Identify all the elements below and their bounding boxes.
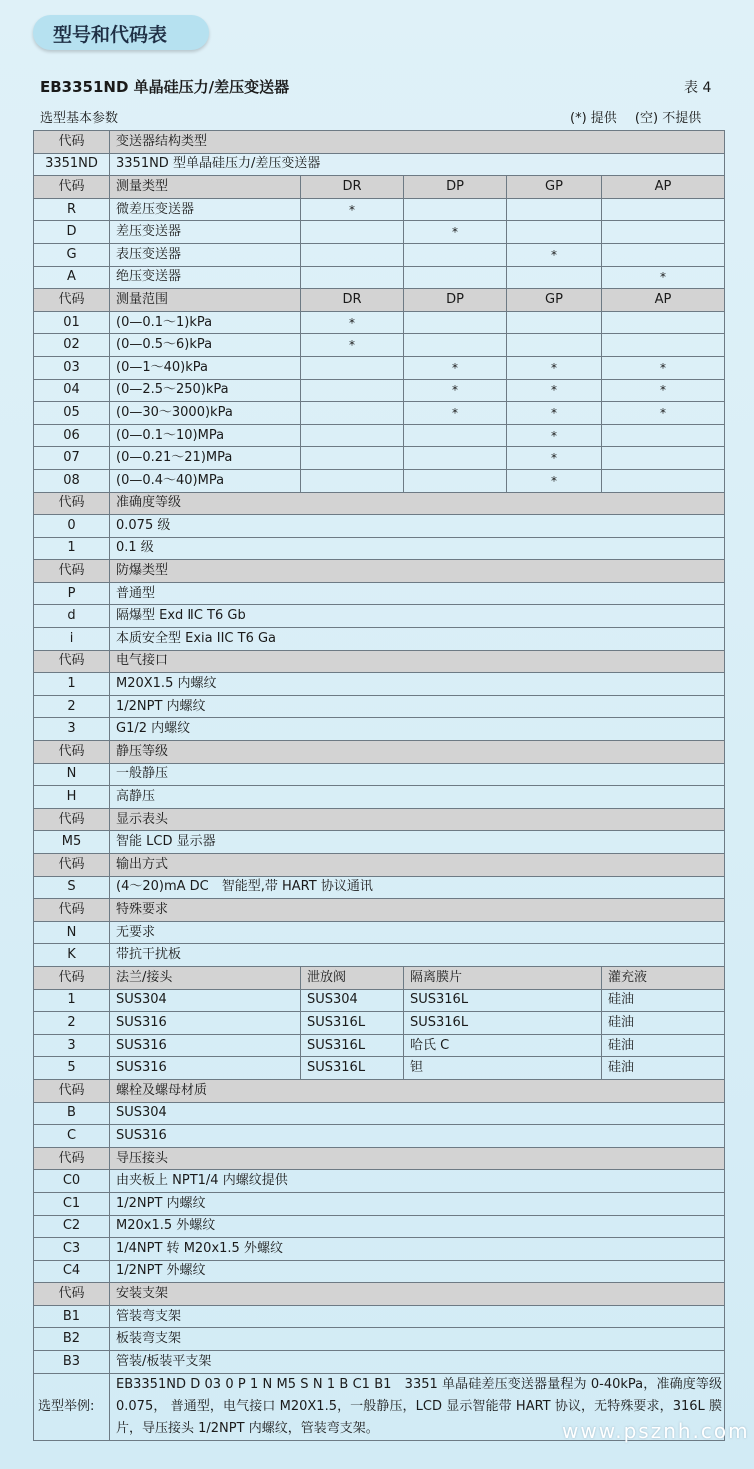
mark-gp: *	[507, 379, 602, 402]
mark-gp: *	[507, 469, 602, 492]
col-header-dr: DR	[301, 176, 404, 199]
mark-dr	[301, 243, 404, 266]
table-row	[34, 1305, 725, 1328]
option-desc: 带抗干扰板	[110, 944, 725, 967]
mark-ap	[602, 198, 725, 221]
mark-ap	[602, 221, 725, 244]
option-desc: 普通型	[110, 582, 725, 605]
option-code: B3	[34, 1351, 110, 1374]
option-desc: 差压变送器	[110, 221, 301, 244]
material-col-fill: 灌充液	[602, 966, 725, 989]
legend	[556, 107, 701, 126]
material-vent: SUS304	[301, 989, 404, 1012]
table-row	[34, 1328, 725, 1351]
option-desc: (0—0.1～10)MPa	[110, 424, 301, 447]
option-desc: 本质安全型 Exia IIC T6 Ga	[110, 628, 725, 651]
legend-provided: (*) 提供	[570, 111, 617, 126]
mark-dp	[404, 266, 507, 289]
option-code: A	[34, 266, 110, 289]
table-row	[34, 153, 725, 176]
code-label: 代码	[34, 131, 110, 154]
option-code: C3	[34, 1238, 110, 1261]
mark-dp: *	[404, 379, 507, 402]
option-code: C	[34, 1125, 110, 1148]
special-header-row	[34, 899, 725, 922]
mark-dp: *	[404, 402, 507, 425]
table-row	[34, 537, 725, 560]
option-desc: (4～20)mA DC 智能型,带 HART 协议通讯	[110, 876, 725, 899]
accuracy-header: 准确度等级	[110, 492, 725, 515]
code-label: 代码	[34, 1283, 110, 1306]
mark-ap: *	[602, 402, 725, 425]
mark-dr	[301, 402, 404, 425]
table-row	[34, 695, 725, 718]
material-fill: 硅油	[602, 1057, 725, 1080]
option-desc: M20x1.5 外螺纹	[110, 1215, 725, 1238]
option-desc: 绝压变送器	[110, 266, 301, 289]
table-row	[34, 311, 725, 334]
option-code: d	[34, 605, 110, 628]
material-flange: SUS316	[110, 1034, 301, 1057]
code-label: 代码	[34, 289, 110, 312]
material-fill: 硅油	[602, 1034, 725, 1057]
option-desc: 高静压	[110, 786, 725, 809]
option-code: M5	[34, 831, 110, 854]
table-row	[34, 1238, 725, 1261]
code-label: 代码	[34, 560, 110, 583]
option-desc: 智能 LCD 显示器	[110, 831, 725, 854]
table-row	[34, 402, 725, 425]
site-watermark: www.psznh.com	[562, 1419, 750, 1443]
static-header-row	[34, 741, 725, 764]
option-code: 0	[34, 515, 110, 538]
mark-ap: *	[602, 266, 725, 289]
mark-dr	[301, 356, 404, 379]
table-row	[34, 718, 725, 741]
option-code: B1	[34, 1305, 110, 1328]
mark-ap	[602, 424, 725, 447]
option-code: 2	[34, 695, 110, 718]
display-header: 显示表头	[110, 808, 725, 831]
mark-gp	[507, 334, 602, 357]
option-desc: 微差压变送器	[110, 198, 301, 221]
option-code: 3351ND	[34, 153, 110, 176]
mark-ap	[602, 469, 725, 492]
option-code: 1	[34, 537, 110, 560]
measure_type-header-row	[34, 176, 725, 199]
option-desc: 隔爆型 Exd ⅡC T6 Gb	[110, 605, 725, 628]
option-code: 03	[34, 356, 110, 379]
option-code: B2	[34, 1328, 110, 1351]
mark-dp: *	[404, 356, 507, 379]
section-banner	[33, 15, 209, 50]
mark-ap	[602, 447, 725, 470]
option-desc: (0—0.21～21)MPa	[110, 447, 301, 470]
option-desc: 无要求	[110, 921, 725, 944]
option-code: B	[34, 1102, 110, 1125]
code-label: 代码	[34, 741, 110, 764]
mark-dr	[301, 447, 404, 470]
col-header-gp: GP	[507, 176, 602, 199]
code-label: 代码	[34, 966, 110, 989]
col-header-ap: AP	[602, 176, 725, 199]
mark-dr	[301, 424, 404, 447]
table-row	[34, 582, 725, 605]
table-row	[34, 1102, 725, 1125]
option-code: S	[34, 876, 110, 899]
code-label: 代码	[34, 1079, 110, 1102]
option-code: R	[34, 198, 110, 221]
mark-gp	[507, 266, 602, 289]
mark-ap	[602, 334, 725, 357]
table-row	[34, 334, 725, 357]
option-code: 3	[34, 718, 110, 741]
col-header-dp: DP	[404, 176, 507, 199]
mark-dp	[404, 334, 507, 357]
option-desc: 1/2NPT 外螺纹	[110, 1260, 725, 1283]
material-fill: 硅油	[602, 989, 725, 1012]
table-row	[34, 628, 725, 651]
option-desc: 0.1 级	[110, 537, 725, 560]
option-code: 1	[34, 673, 110, 696]
code-label: 代码	[34, 176, 110, 199]
option-desc: 1/2NPT 内螺纹	[110, 695, 725, 718]
material-header-row	[34, 966, 725, 989]
conn-header: 导压接头	[110, 1147, 725, 1170]
table-row	[34, 1057, 725, 1080]
table-subtitle: 选型基本参数	[40, 111, 119, 126]
material-diaphragm: SUS316L	[404, 1012, 602, 1035]
example-label: 选型举例:	[34, 1373, 110, 1440]
option-desc: (0—0.1～1)kPa	[110, 311, 301, 334]
banner-title: 型号和代码表	[53, 24, 168, 46]
table-row	[34, 266, 725, 289]
table-row	[34, 1125, 725, 1148]
table-row	[34, 469, 725, 492]
table-row	[34, 1192, 725, 1215]
mark-gp: *	[507, 447, 602, 470]
option-desc: 1/4NPT 转 M20x1.5 外螺纹	[110, 1238, 725, 1261]
table-row	[34, 1012, 725, 1035]
table-row	[34, 831, 725, 854]
material-flange: SUS316	[110, 1057, 301, 1080]
table-number: 表 4	[684, 80, 712, 96]
material-vent: SUS316L	[301, 1012, 404, 1035]
mark-dp	[404, 198, 507, 221]
option-desc: 板装弯支架	[110, 1328, 725, 1351]
mark-dp	[404, 424, 507, 447]
option-desc: SUS304	[110, 1102, 725, 1125]
mark-dr: *	[301, 311, 404, 334]
mark-ap	[602, 311, 725, 334]
code-label: 代码	[34, 650, 110, 673]
option-code: 02	[34, 334, 110, 357]
mark-dp	[404, 469, 507, 492]
mark-dp	[404, 243, 507, 266]
option-desc: 由夹板上 NPT1/4 内螺纹提供	[110, 1170, 725, 1193]
bolt-header: 螺栓及螺母材质	[110, 1079, 725, 1102]
display-header-row	[34, 808, 725, 831]
mark-gp	[507, 221, 602, 244]
option-code: N	[34, 921, 110, 944]
option-code: 08	[34, 469, 110, 492]
option-code: 5	[34, 1057, 110, 1080]
option-code: G	[34, 243, 110, 266]
option-code: 01	[34, 311, 110, 334]
option-code: H	[34, 786, 110, 809]
option-desc: 表压变送器	[110, 243, 301, 266]
range-header: 测量范围	[110, 289, 301, 312]
option-code: 1	[34, 989, 110, 1012]
option-code: 2	[34, 1012, 110, 1035]
option-code: 05	[34, 402, 110, 425]
mark-gp: *	[507, 424, 602, 447]
code-label: 代码	[34, 808, 110, 831]
output-header-row	[34, 854, 725, 877]
table-body	[34, 131, 725, 1441]
code-label: 代码	[34, 899, 110, 922]
code-label: 代码	[34, 492, 110, 515]
option-desc: SUS316	[110, 1125, 725, 1148]
table-row	[34, 1351, 725, 1374]
mark-dp: *	[404, 221, 507, 244]
material-col-diaphragm: 隔离膜片	[404, 966, 602, 989]
structure-header-row	[34, 131, 725, 154]
accuracy-header-row	[34, 492, 725, 515]
option-desc: G1/2 内螺纹	[110, 718, 725, 741]
option-desc: (0—0.5～6)kPa	[110, 334, 301, 357]
table-row	[34, 243, 725, 266]
material-diaphragm: 哈氏 C	[404, 1034, 602, 1057]
table-row	[34, 605, 725, 628]
option-code: D	[34, 221, 110, 244]
option-code: N	[34, 763, 110, 786]
measure_type-header: 测量类型	[110, 176, 301, 199]
option-code: 04	[34, 379, 110, 402]
option-desc: (0—0.4～40)MPa	[110, 469, 301, 492]
legend-not-provided: (空) 不提供	[634, 111, 702, 126]
table-row	[34, 1034, 725, 1057]
mark-dr	[301, 379, 404, 402]
option-code: C1	[34, 1192, 110, 1215]
table-row	[34, 424, 725, 447]
table-row	[34, 763, 725, 786]
material-col-flange: 法兰/接头	[110, 966, 301, 989]
table-row	[34, 356, 725, 379]
table-row	[34, 1260, 725, 1283]
conn-header-row	[34, 1147, 725, 1170]
table-row	[34, 989, 725, 1012]
mark-dp	[404, 447, 507, 470]
table-row	[34, 786, 725, 809]
option-desc: 管装弯支架	[110, 1305, 725, 1328]
table-row	[34, 515, 725, 538]
static-header: 静压等级	[110, 741, 725, 764]
col-header-ap: AP	[602, 289, 725, 312]
table-row	[34, 673, 725, 696]
explosion-header: 防爆类型	[110, 560, 725, 583]
option-desc: 3351ND 型单晶硅压力/差压变送器	[110, 153, 725, 176]
option-code: C4	[34, 1260, 110, 1283]
table-row	[34, 921, 725, 944]
option-desc: (0—2.5～250)kPa	[110, 379, 301, 402]
option-code: 07	[34, 447, 110, 470]
option-desc: 1/2NPT 内螺纹	[110, 1192, 725, 1215]
material-flange: SUS316	[110, 1012, 301, 1035]
table-row	[34, 447, 725, 470]
mark-gp: *	[507, 402, 602, 425]
mark-dr	[301, 221, 404, 244]
material-flange: SUS304	[110, 989, 301, 1012]
selection-table	[33, 130, 725, 1441]
option-code: 3	[34, 1034, 110, 1057]
mark-ap: *	[602, 379, 725, 402]
mark-dr: *	[301, 198, 404, 221]
col-header-gp: GP	[507, 289, 602, 312]
material-vent: SUS316L	[301, 1034, 404, 1057]
option-desc: 0.075 级	[110, 515, 725, 538]
col-header-dp: DP	[404, 289, 507, 312]
electrical-header: 电气接口	[110, 650, 725, 673]
table-row	[34, 1215, 725, 1238]
table-row	[34, 221, 725, 244]
mark-dp	[404, 311, 507, 334]
material-diaphragm: SUS316L	[404, 989, 602, 1012]
option-desc: M20X1.5 内螺纹	[110, 673, 725, 696]
electrical-header-row	[34, 650, 725, 673]
special-header: 特殊要求	[110, 899, 725, 922]
code-label: 代码	[34, 854, 110, 877]
explosion-header-row	[34, 560, 725, 583]
code-label: 代码	[34, 1147, 110, 1170]
material-fill: 硅油	[602, 1012, 725, 1035]
output-header: 输出方式	[110, 854, 725, 877]
mark-dr: *	[301, 334, 404, 357]
mark-ap	[602, 243, 725, 266]
material-diaphragm: 钽	[404, 1057, 602, 1080]
col-header-dr: DR	[301, 289, 404, 312]
option-code: i	[34, 628, 110, 651]
table-row	[34, 876, 725, 899]
bolt-header-row	[34, 1079, 725, 1102]
option-desc: (0—1～40)kPa	[110, 356, 301, 379]
mark-dr	[301, 469, 404, 492]
option-code: P	[34, 582, 110, 605]
bracket-header: 安装支架	[110, 1283, 725, 1306]
table-row	[34, 944, 725, 967]
mark-gp	[507, 311, 602, 334]
table-row	[34, 1170, 725, 1193]
option-desc: 管装/板装平支架	[110, 1351, 725, 1374]
range-header-row	[34, 289, 725, 312]
material-vent: SUS316L	[301, 1057, 404, 1080]
table-row	[34, 198, 725, 221]
option-desc: 一般静压	[110, 763, 725, 786]
material-col-vent: 泄放阀	[301, 966, 404, 989]
product-title: EB3351ND 单晶硅压力/差压变送器	[40, 78, 290, 96]
example-text: EB3351ND D 03 0 P 1 N M5 S N 1 B C1 B1 3351 单晶硅差压变送器量程为 0-40kPa，准确度等级 0.075， 普通型，电气接口 M20X1.5，一般静压，LCD 显示智能带 HART 协议，无特殊要求，316L 膜片，导压接头 1/2NPT 内螺纹，管装弯支架。	[110, 1373, 725, 1440]
option-code: K	[34, 944, 110, 967]
table-row	[34, 379, 725, 402]
mark-gp: *	[507, 243, 602, 266]
option-code: 06	[34, 424, 110, 447]
mark-ap: *	[602, 356, 725, 379]
structure-header: 变送器结构类型	[110, 131, 725, 154]
mark-gp: *	[507, 356, 602, 379]
mark-gp	[507, 198, 602, 221]
option-code: C0	[34, 1170, 110, 1193]
option-desc: (0—30～3000)kPa	[110, 402, 301, 425]
option-code: C2	[34, 1215, 110, 1238]
bracket-header-row	[34, 1283, 725, 1306]
mark-dr	[301, 266, 404, 289]
